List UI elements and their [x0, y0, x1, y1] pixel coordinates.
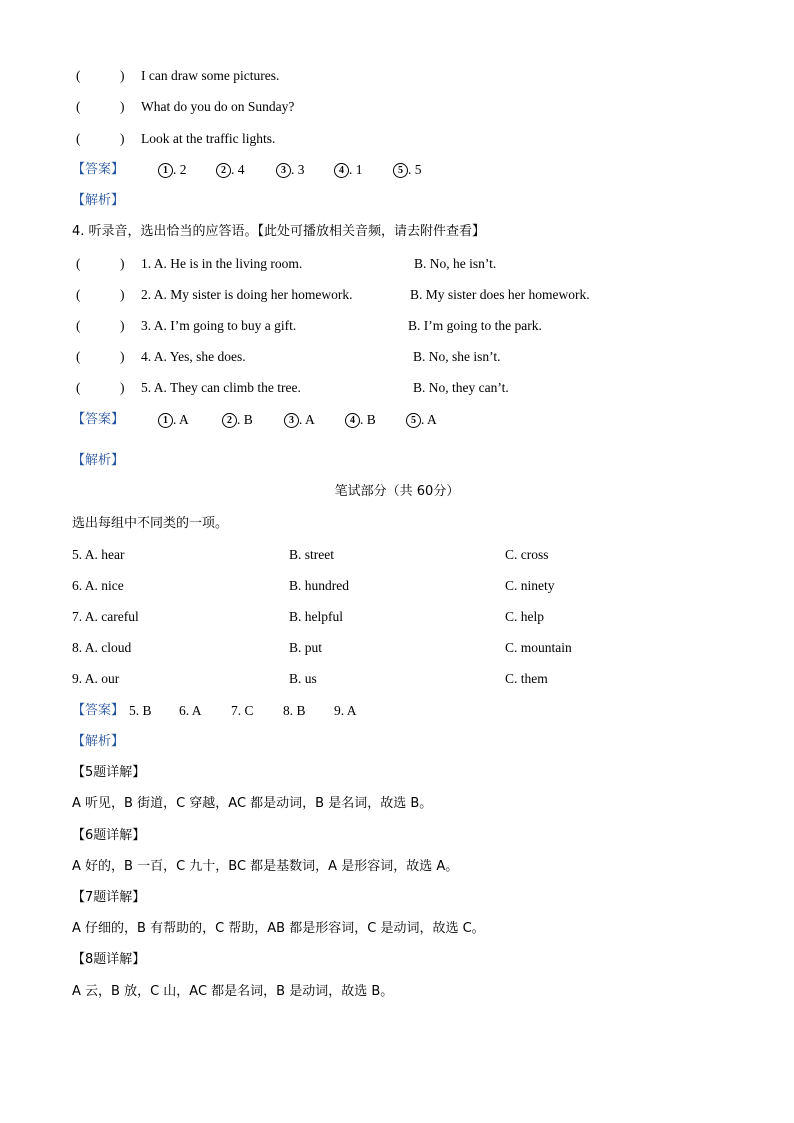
right-paren: ) — [120, 380, 125, 395]
circled-number: 1 — [158, 413, 173, 428]
answer-item: 2 . B — [222, 411, 253, 429]
option-a: 3. A. I’m going to buy a gift. — [141, 318, 297, 333]
circled-number: 5 — [393, 163, 408, 178]
analysis-label: 【解析】 — [72, 453, 125, 468]
detail-heading: 【5题详解】 — [72, 765, 146, 780]
answer-item: 5 . 5 — [393, 161, 422, 179]
question-title: 4. 听录音，选出恰当的应答语。【此处可播放相关音频，请去附件查看】 — [72, 224, 486, 239]
question-text: What do you do on Sunday? — [141, 99, 295, 114]
circled-number: 2 — [222, 413, 237, 428]
left-paren: ( — [76, 99, 81, 114]
option-c: C. them — [505, 671, 548, 686]
answer-item: 8. B — [283, 703, 306, 718]
answer-label: 【答案】 — [72, 162, 125, 177]
section-title: 笔试部分（共 60分） — [334, 484, 460, 499]
circled-number: 4 — [345, 413, 360, 428]
answer-item: 4 . 1 — [334, 161, 363, 179]
circled-number: 2 — [216, 163, 231, 178]
option-a: 5. A. hear — [72, 547, 125, 562]
option-b: B. No, they can’t. — [413, 380, 509, 395]
circled-number: 5 — [406, 413, 421, 428]
option-a: 2. A. My sister is doing her homework. — [141, 287, 353, 302]
right-paren: ) — [120, 256, 125, 271]
answer-label: 【答案】 — [72, 703, 125, 718]
answer-item: 4 . B — [345, 411, 376, 429]
answer-item: 3 . A — [284, 411, 315, 429]
right-paren: ) — [120, 287, 125, 302]
left-paren: ( — [76, 68, 81, 83]
left-paren: ( — [76, 349, 81, 364]
answer-label: 【答案】 — [72, 412, 125, 427]
detail-heading: 【7题详解】 — [72, 890, 146, 905]
detail-text: A 仔细的，B 有帮助的，C 帮助，AB 都是形容词，C 是动词，故选 C。 — [72, 921, 485, 936]
option-b: B. helpful — [289, 609, 343, 624]
detail-text: A 听见，B 街道，C 穿越，AC 都是动词，B 是名词，故选 B。 — [72, 796, 433, 811]
option-b: B. us — [289, 671, 317, 686]
answer-item: 2 . 4 — [216, 161, 245, 179]
option-c: C. help — [505, 609, 544, 624]
option-a: 5. A. They can climb the tree. — [141, 380, 301, 395]
left-paren: ( — [76, 131, 81, 146]
right-paren: ) — [120, 318, 125, 333]
option-a: 8. A. cloud — [72, 640, 132, 655]
answer-item: 9. A — [334, 703, 357, 718]
option-a: 6. A. nice — [72, 578, 124, 593]
answer-item: 5. B — [129, 703, 152, 718]
question-text: I can draw some pictures. — [141, 68, 280, 83]
circled-number: 3 — [284, 413, 299, 428]
right-paren: ) — [120, 99, 125, 114]
answer-item: 6. A — [179, 703, 202, 718]
option-a: 9. A. our — [72, 671, 120, 686]
detail-heading: 【8题详解】 — [72, 952, 146, 967]
detail-text: A 好的，B 一百，C 九十，BC 都是基数词，A 是形容词，故选 A。 — [72, 859, 459, 874]
answer-item: 7. C — [231, 703, 254, 718]
question-text: Look at the traffic lights. — [141, 131, 276, 146]
option-b: B. No, she isn’t. — [413, 349, 501, 364]
answer-item: 1 . A — [158, 411, 189, 429]
left-paren: ( — [76, 287, 81, 302]
option-a: 1. A. He is in the living room. — [141, 256, 303, 271]
circled-number: 1 — [158, 163, 173, 178]
right-paren: ) — [120, 349, 125, 364]
left-paren: ( — [76, 380, 81, 395]
instruction: 选出每组中不同类的一项。 — [72, 516, 229, 531]
analysis-label: 【解析】 — [72, 193, 125, 208]
right-paren: ) — [120, 131, 125, 146]
option-c: C. mountain — [505, 640, 572, 655]
option-a: 4. A. Yes, she does. — [141, 349, 246, 364]
answer-item: 3 . 3 — [276, 161, 305, 179]
detail-text: A 云，B 放，C 山，AC 都是名词，B 是动词，故选 B。 — [72, 984, 394, 999]
option-b: B. street — [289, 547, 334, 562]
option-b: B. My sister does her homework. — [410, 287, 590, 302]
option-c: C. ninety — [505, 578, 555, 593]
option-b: B. I’m going to the park. — [408, 318, 542, 333]
option-b: B. No, he isn’t. — [414, 256, 497, 271]
circled-number: 3 — [276, 163, 291, 178]
option-b: B. hundred — [289, 578, 349, 593]
left-paren: ( — [76, 318, 81, 333]
option-a: 7. A. careful — [72, 609, 139, 624]
option-b: B. put — [289, 640, 323, 655]
left-paren: ( — [76, 256, 81, 271]
answer-item: 5 . A — [406, 411, 437, 429]
analysis-label: 【解析】 — [72, 734, 125, 749]
circled-number: 4 — [334, 163, 349, 178]
right-paren: ) — [120, 68, 125, 83]
option-c: C. cross — [505, 547, 549, 562]
detail-heading: 【6题详解】 — [72, 828, 146, 843]
answer-item: 1 . 2 — [158, 161, 187, 179]
